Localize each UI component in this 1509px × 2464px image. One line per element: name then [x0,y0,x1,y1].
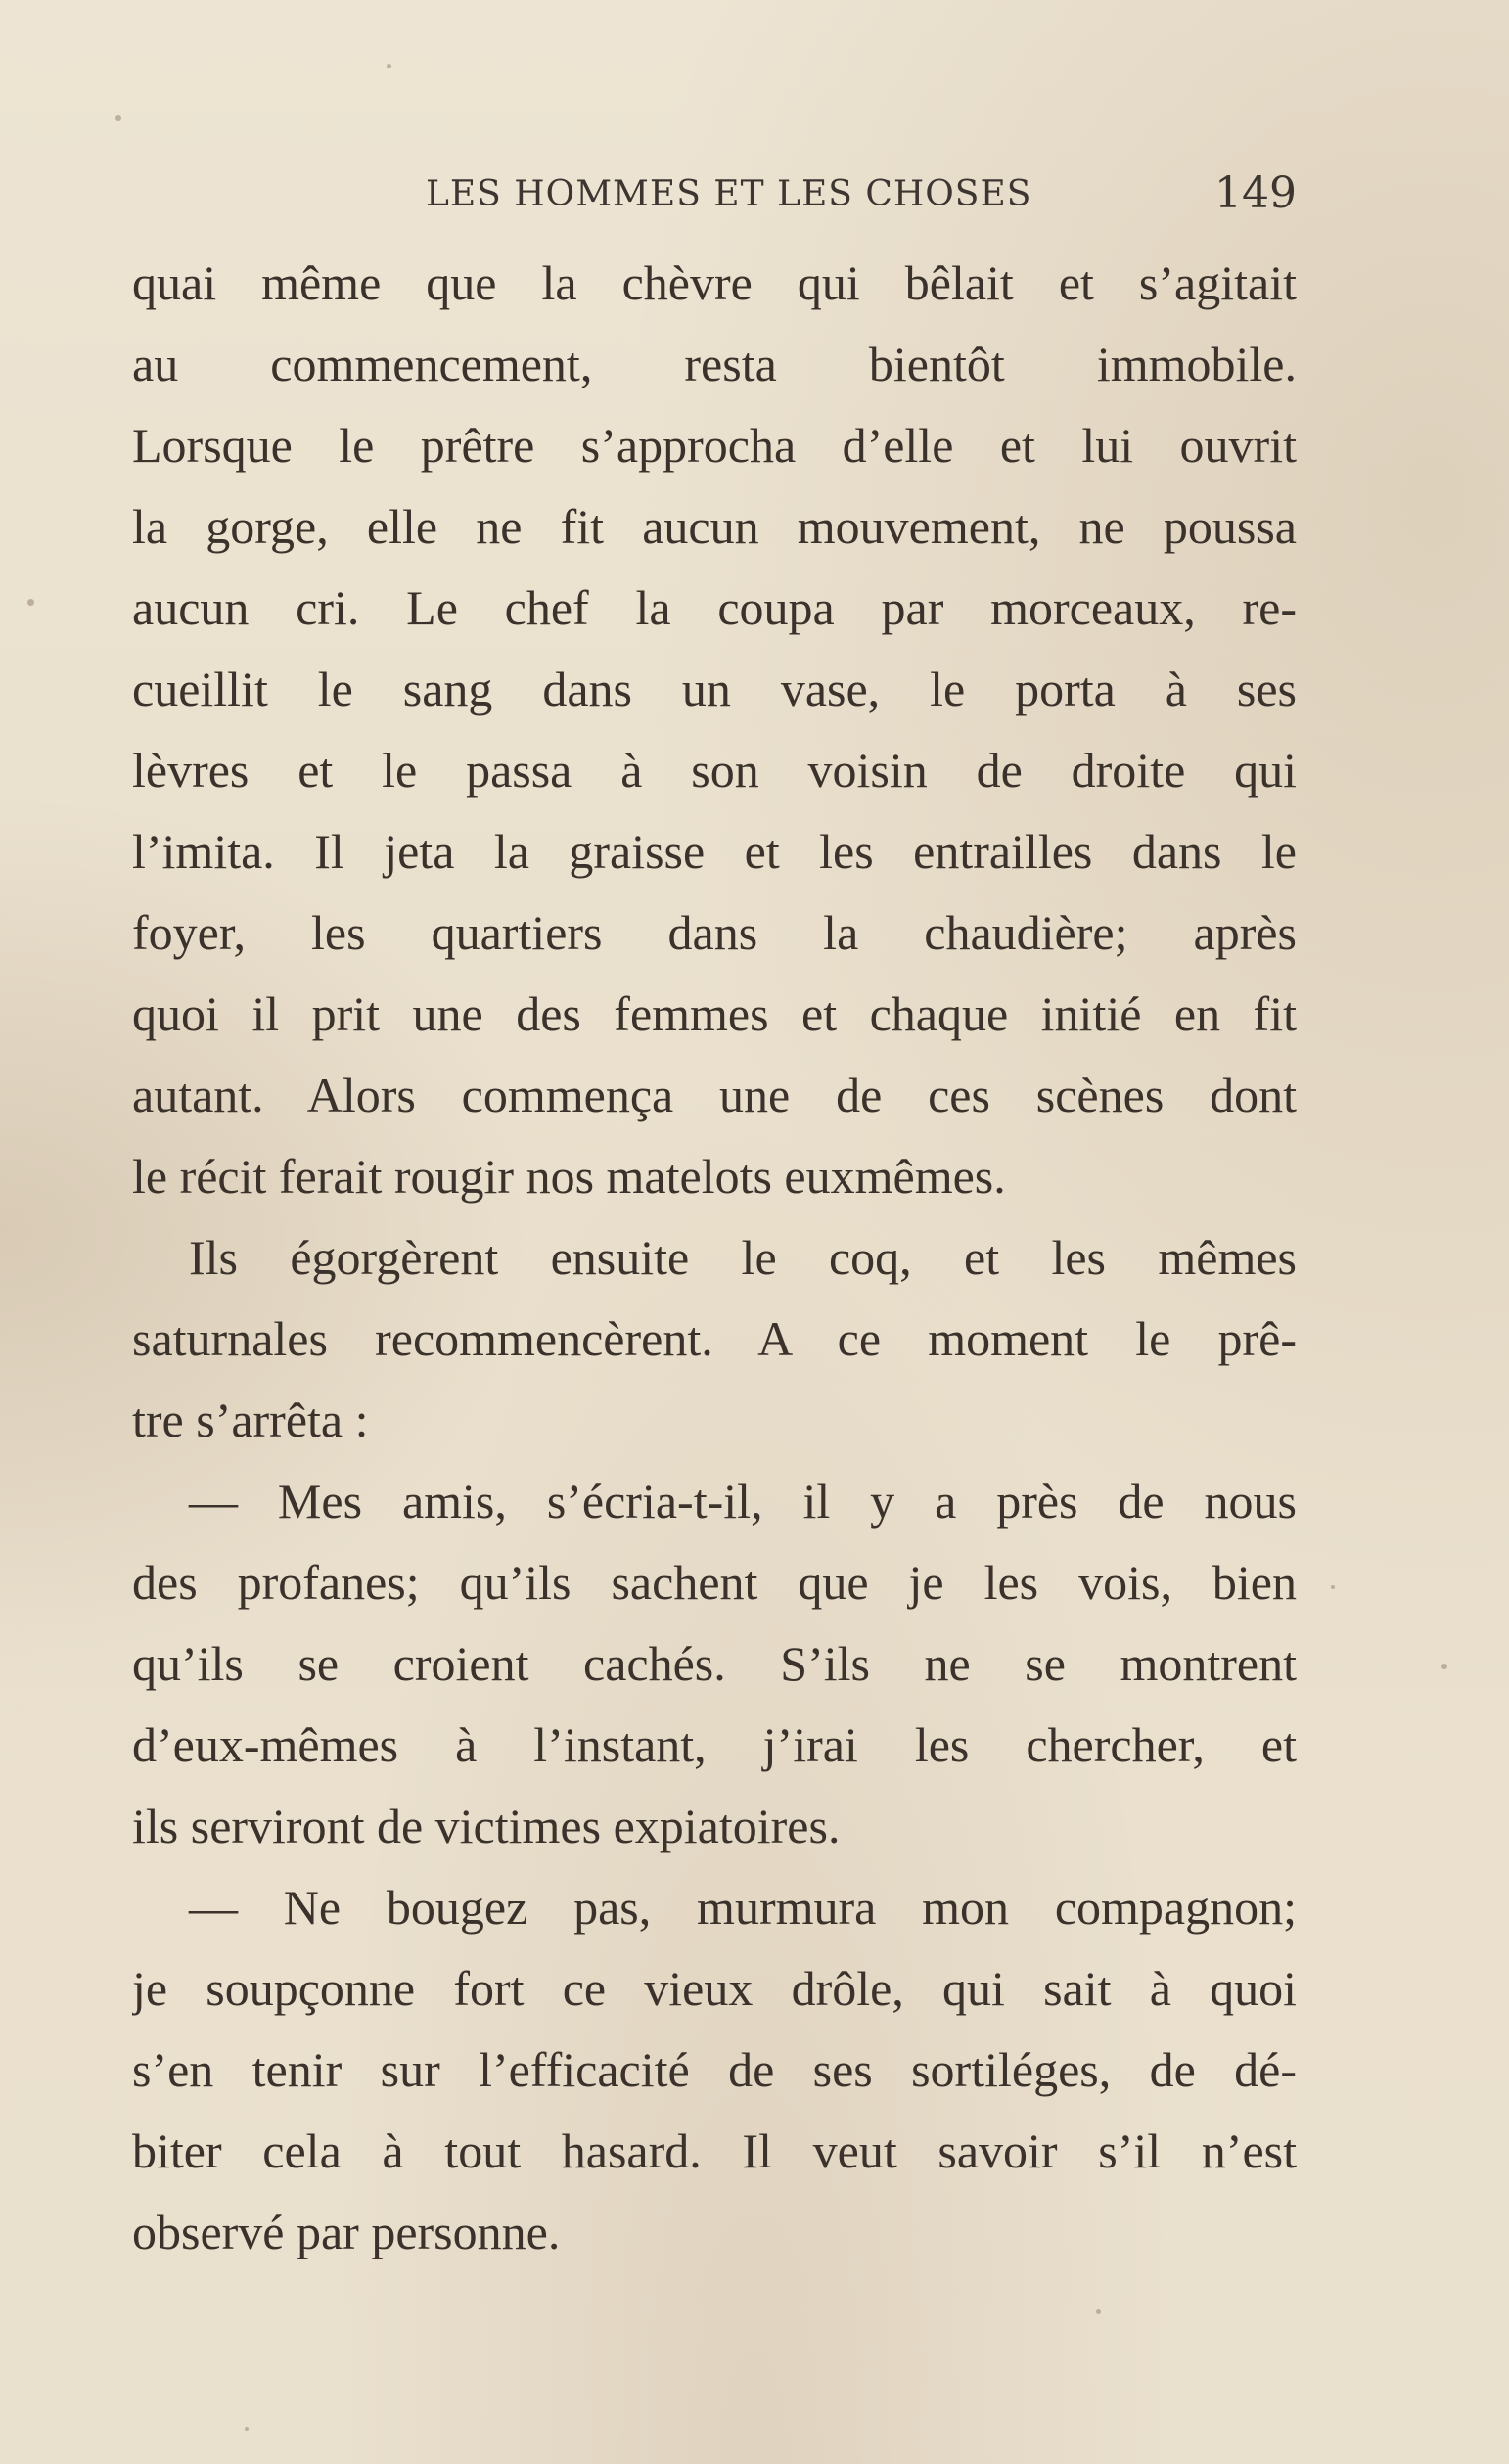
text-line: d’eux-mêmes à l’instant, j’irai les chercher, et [132,1717,1297,1772]
running-title: LES HOMMES ET LES CHOSES [426,174,1032,214]
text-line: quai même que la chèvre qui bêlait et s’agitait [132,255,1297,310]
paper-speck [115,115,121,121]
paper-speck [245,2427,249,2431]
text-line: foyer, les quartiers dans la chaudière; après [132,905,1297,960]
text-line: Lorsque le prêtre s’approcha d’elle et lui ouvrit [132,418,1297,473]
text-line: tre s’arrêta : [132,1392,369,1447]
paper-speck [1441,1664,1447,1669]
text-line: autant. Alors commença une de ces scènes dont [132,1068,1297,1122]
text-line: la gorge, elle ne fit aucun mouvement, ne poussa [132,499,1297,554]
text-line: saturnales recommencèrent. A ce moment le prê- [132,1311,1297,1366]
text-line: ils serviront de victimes expiatoires. [132,1799,841,1853]
text-line: qu’ils se croient cachés. S’ils ne se montrent [132,1636,1297,1691]
text-line: — Mes amis, s’écria-t-il, il y a près de nous [189,1474,1297,1529]
text-line: lèvres et le passa à son voisin de droite qui [132,743,1297,798]
text-line: — Ne bougez pas, murmura mon compagnon; [189,1880,1297,1935]
text-line: au commencement, resta bientôt immobile. [132,337,1297,391]
text-line: quoi il prit une des femmes et chaque initié en fit [132,986,1297,1041]
text-line: je soupçonne fort ce vieux drôle, qui sait à quoi [132,1961,1297,2016]
paper-speck [27,599,34,606]
text-line: biter cela à tout hasard. Il veut savoir s’il n’est [132,2123,1297,2178]
text-line: des profanes; qu’ils sachent que je les vois, bien [132,1555,1297,1610]
text-line: aucun cri. Le chef la coupa par morceaux, re- [132,580,1297,635]
page-number: 149 [1214,168,1297,218]
running-head [132,164,1297,223]
text-line: Ils égorgèrent ensuite le coq, et les mêmes [189,1230,1297,1285]
text-line: le récit ferait rougir nos matelots euxmêmes. [132,1149,1006,1204]
paper-speck [387,64,391,68]
paper-speck [1096,2309,1101,2314]
text-line: s’en tenir sur l’efficacité de ses sortiléges, de dé- [132,2042,1297,2097]
paper-speck [1331,1585,1335,1589]
text-line: observé par personne. [132,2205,561,2259]
text-line: l’imita. Il jeta la graisse et les entrailles dans le [132,824,1297,879]
text-line: cueillit le sang dans un vase, le porta à ses [132,662,1297,716]
body-text [132,243,1297,2273]
